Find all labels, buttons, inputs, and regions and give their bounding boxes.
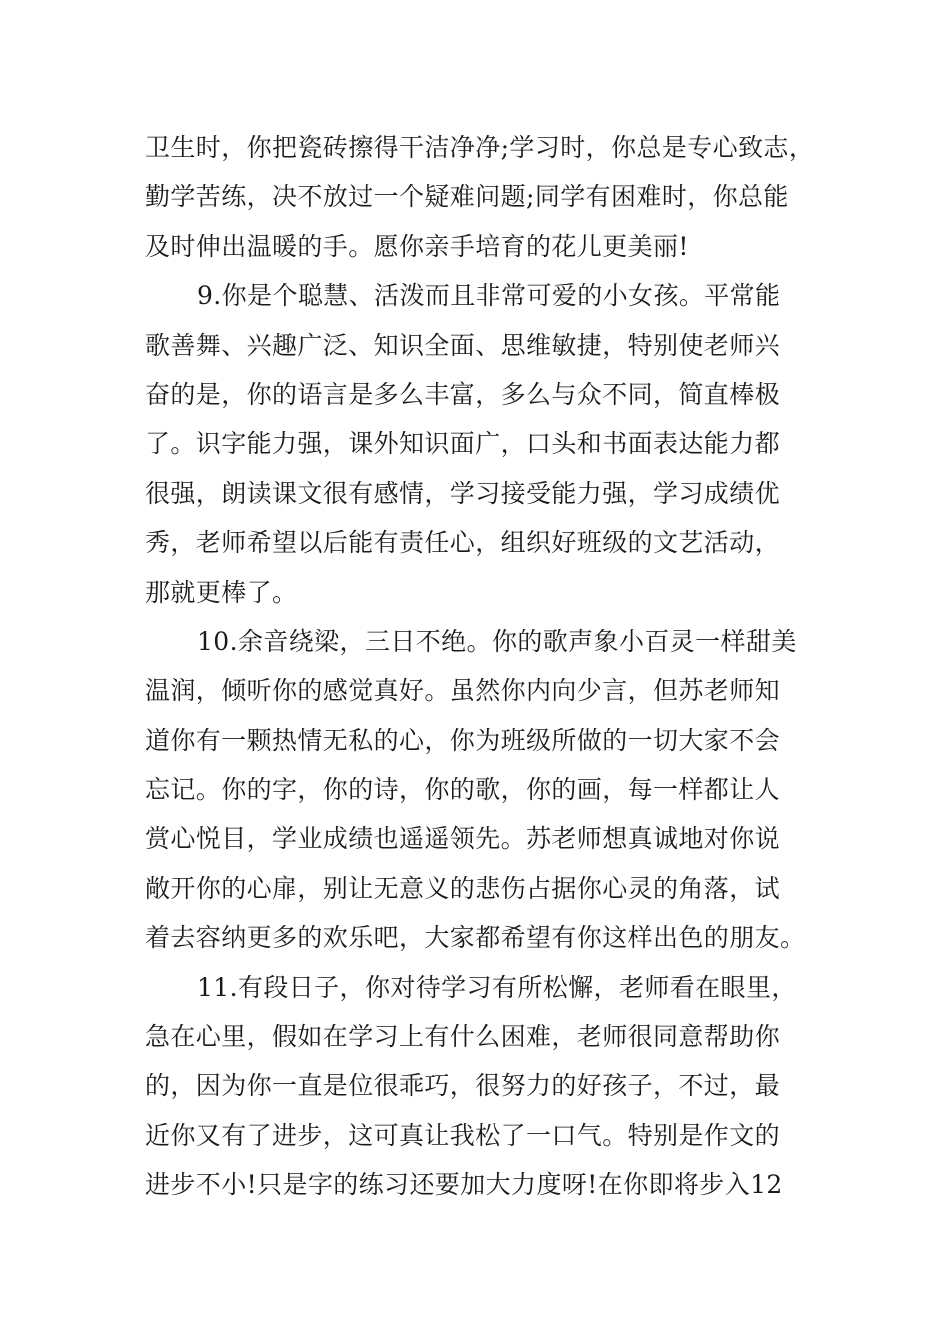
paragraph-10-first-line: 10.余音绕梁，三日不绝。你的歌声象小百灵一样甜美 <box>197 626 797 656</box>
paragraph-9-first-line: 9.你是个聪慧、活泼而且非常可爱的小女孩。平常能 <box>197 281 781 311</box>
text-line: 近你又有了进步，这可真让我松了一口气。特别是作文的 <box>145 1120 781 1150</box>
text-line: 赏心悦目，学业成绩也遥遥领先。苏老师想真诚地对你说 <box>145 824 781 854</box>
text-line: 歌善舞、兴趣广泛、知识全面、思维敏捷，特别使老师兴 <box>145 330 781 360</box>
text-line: 温润，倾听你的感觉真好。虽然你内向少言，但苏老师知 <box>145 676 781 706</box>
text-line: 很强，朗读课文很有感情，学习接受能力强，学习成绩优 <box>145 478 781 508</box>
text-line: 敞开你的心扉，别让无意义的悲伤占据你心灵的角落，试 <box>145 873 781 903</box>
text-line: 忘记。你的字，你的诗，你的歌，你的画，每一样都让人 <box>145 775 781 805</box>
text-line: 进步不小!只是字的练习还要加大力度呀!在你即将步入12 <box>145 1170 783 1200</box>
text-line: 的，因为你一直是位很乖巧，很努力的好孩子，不过，最 <box>145 1071 781 1101</box>
text-line: 及时伸出温暖的手。愿你亲手培育的花儿更美丽! <box>145 231 689 261</box>
text-line: 奋的是，你的语言是多么丰富，多么与众不同，简直棒极 <box>145 379 781 409</box>
text-line: 卫生时，你把瓷砖擦得干洁净净;学习时，你总是专心致志， <box>145 133 815 162</box>
text-line: 着去容纳更多的欢乐吧，大家都希望有你这样出色的朋友。 <box>145 923 806 953</box>
text-line: 勤学苦练，决不放过一个疑难问题;同学有困难时，你总能 <box>145 182 789 212</box>
text-line: 那就更棒了。 <box>145 577 298 607</box>
text-line: 秀，老师希望以后能有责任心，组织好班级的文艺活动， <box>145 528 781 558</box>
document-body <box>145 123 817 1210</box>
text-line: 急在心里，假如在学习上有什么困难，老师很同意帮助你 <box>145 1022 781 1052</box>
paragraph-11-first-line: 11.有段日子，你对待学习有所松懈，老师看在眼里， <box>197 972 797 1002</box>
text-line: 道你有一颗热情无私的心，你为班级所做的一切大家不会 <box>145 725 781 755</box>
text-line: 了。识字能力强，课外知识面广，口头和书面表达能力都 <box>145 429 781 459</box>
